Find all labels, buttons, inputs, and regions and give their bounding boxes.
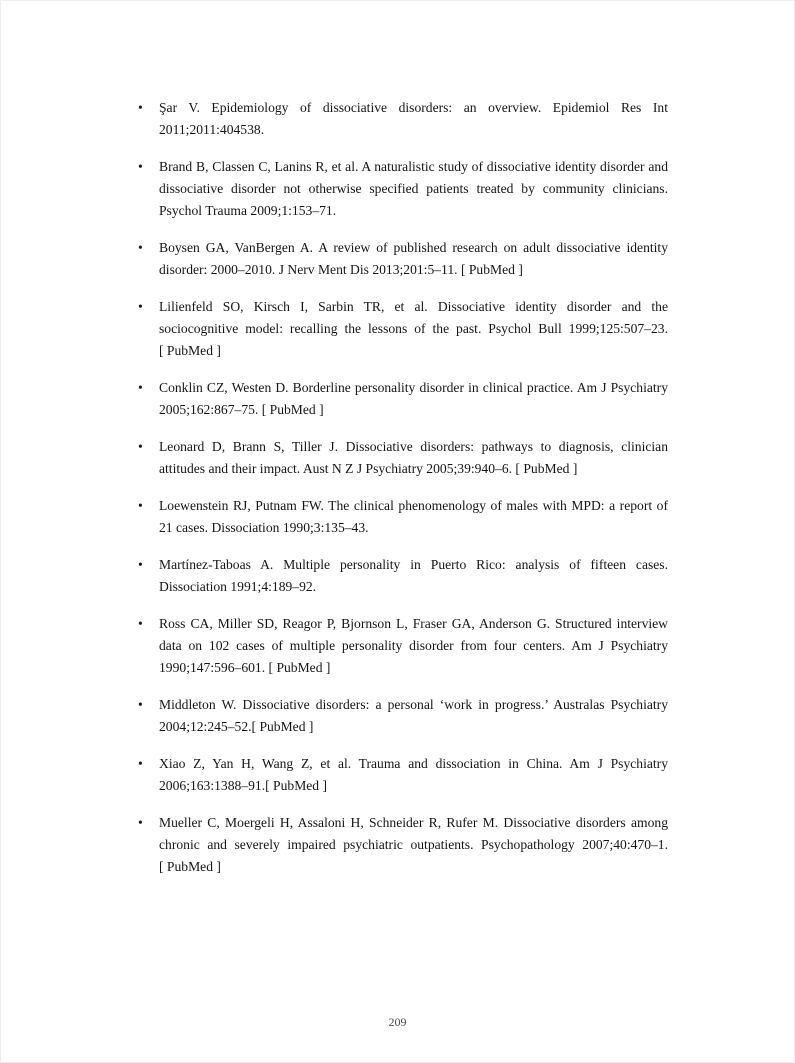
pubmed-link[interactable]: [ PubMed ] (265, 778, 328, 793)
reference-text: Boysen GA, VanBergen A. A review of published research on adult dissociative identity disorder: 2000–2010. J Nerv Ment Dis 2013;201:5–11. (159, 240, 668, 277)
reference-text: Lilienfeld SO, Kirsch I, Sarbin TR, et al. Dissociative identity disorder and the sociocognitive model: recalling the lessons of the past. Psychol Bull 1999;125:507–23. (159, 299, 668, 336)
reference-item (136, 237, 668, 281)
reference-text: Leonard D, Brann S, Tiller J. Dissociative disorders: pathways to diagnosis, clinician attitudes and their impact. Aust N Z J Psychiatry 2005;39:940–6. (159, 439, 668, 476)
bullet-icon: • (138, 697, 143, 712)
pubmed-link[interactable]: [ PubMed ] (460, 262, 523, 277)
reference-text: Şar V. Epidemiology of dissociative disorders: an overview. Epidemiol Res Int 2011;2011:404538. (159, 100, 668, 137)
reference-text: Martínez-Taboas A. Multiple personality in Puerto Rico: analysis of fifteen cases. Dissociation 1991;4:189–92. (159, 557, 668, 594)
reference-text: Xiao Z, Yan H, Wang Z, et al. Trauma and dissociation in China. Am J Psychiatry 2006;163:1388–91. (159, 756, 668, 793)
reference-item (136, 613, 668, 679)
bullet-icon: • (138, 100, 143, 115)
bullet-icon: • (138, 756, 143, 771)
bullet-icon: • (138, 557, 143, 572)
reference-item (136, 436, 668, 480)
pubmed-link[interactable]: [ PubMed ] (261, 402, 324, 417)
reference-item (136, 296, 668, 362)
bullet-icon: • (138, 498, 143, 513)
bullet-icon: • (138, 380, 143, 395)
bullet-icon: • (138, 159, 143, 174)
reference-text: Conklin CZ, Westen D. Borderline personality disorder in clinical practice. Am J Psychiatry 2005;162:867–75. (159, 380, 668, 417)
bullet-icon: • (138, 240, 143, 255)
pubmed-link[interactable]: [ PubMed ] (159, 343, 221, 358)
reference-item (136, 97, 668, 141)
bullet-icon: • (138, 815, 143, 830)
reference-text: Mueller C, Moergeli H, Assaloni H, Schneider R, Rufer M. Dissociative disorders among chronic and severely impaired psychiatric outpatients. Psychopathology 2007;40:470–1. (159, 815, 668, 852)
reference-item (136, 377, 668, 421)
pubmed-link[interactable]: [ PubMed ] (268, 660, 331, 675)
reference-item (136, 694, 668, 738)
pubmed-link[interactable]: [ PubMed ] (159, 859, 221, 874)
reference-item (136, 753, 668, 797)
pubmed-link[interactable]: [ PubMed ] (515, 461, 578, 476)
bullet-icon: • (138, 299, 143, 314)
reference-text: Ross CA, Miller SD, Reagor P, Bjornson L, Fraser GA, Anderson G. Structured interview data on 102 cases of multiple personality disorder from four centers. Am J Psychiatry 1990;147:596–601. (159, 616, 668, 675)
reference-item (136, 554, 668, 598)
bullet-icon: • (138, 616, 143, 631)
reference-text: Middleton W. Dissociative disorders: a personal ‘work in progress.’ Australas Psychiatry 2004;12:245–52. (159, 697, 668, 734)
reference-text: Loewenstein RJ, Putnam FW. The clinical phenomenology of males with MPD: a report of 21 cases. Dissociation 1990;3:135–43. (159, 498, 668, 535)
page-number: 209 (388, 1015, 407, 1029)
reference-text: Brand B, Classen C, Lanins R, et al. A naturalistic study of dissociative identity disorder and dissociative disorder not otherwise specified patients treated by community clinicians. Psychol Trauma 2009;1:153–71. (159, 159, 668, 218)
pubmed-link[interactable]: [ PubMed ] (251, 719, 314, 734)
reference-list (136, 97, 668, 893)
reference-item (136, 156, 668, 222)
reference-item (136, 812, 668, 878)
bullet-icon: • (138, 439, 143, 454)
reference-item (136, 495, 668, 539)
